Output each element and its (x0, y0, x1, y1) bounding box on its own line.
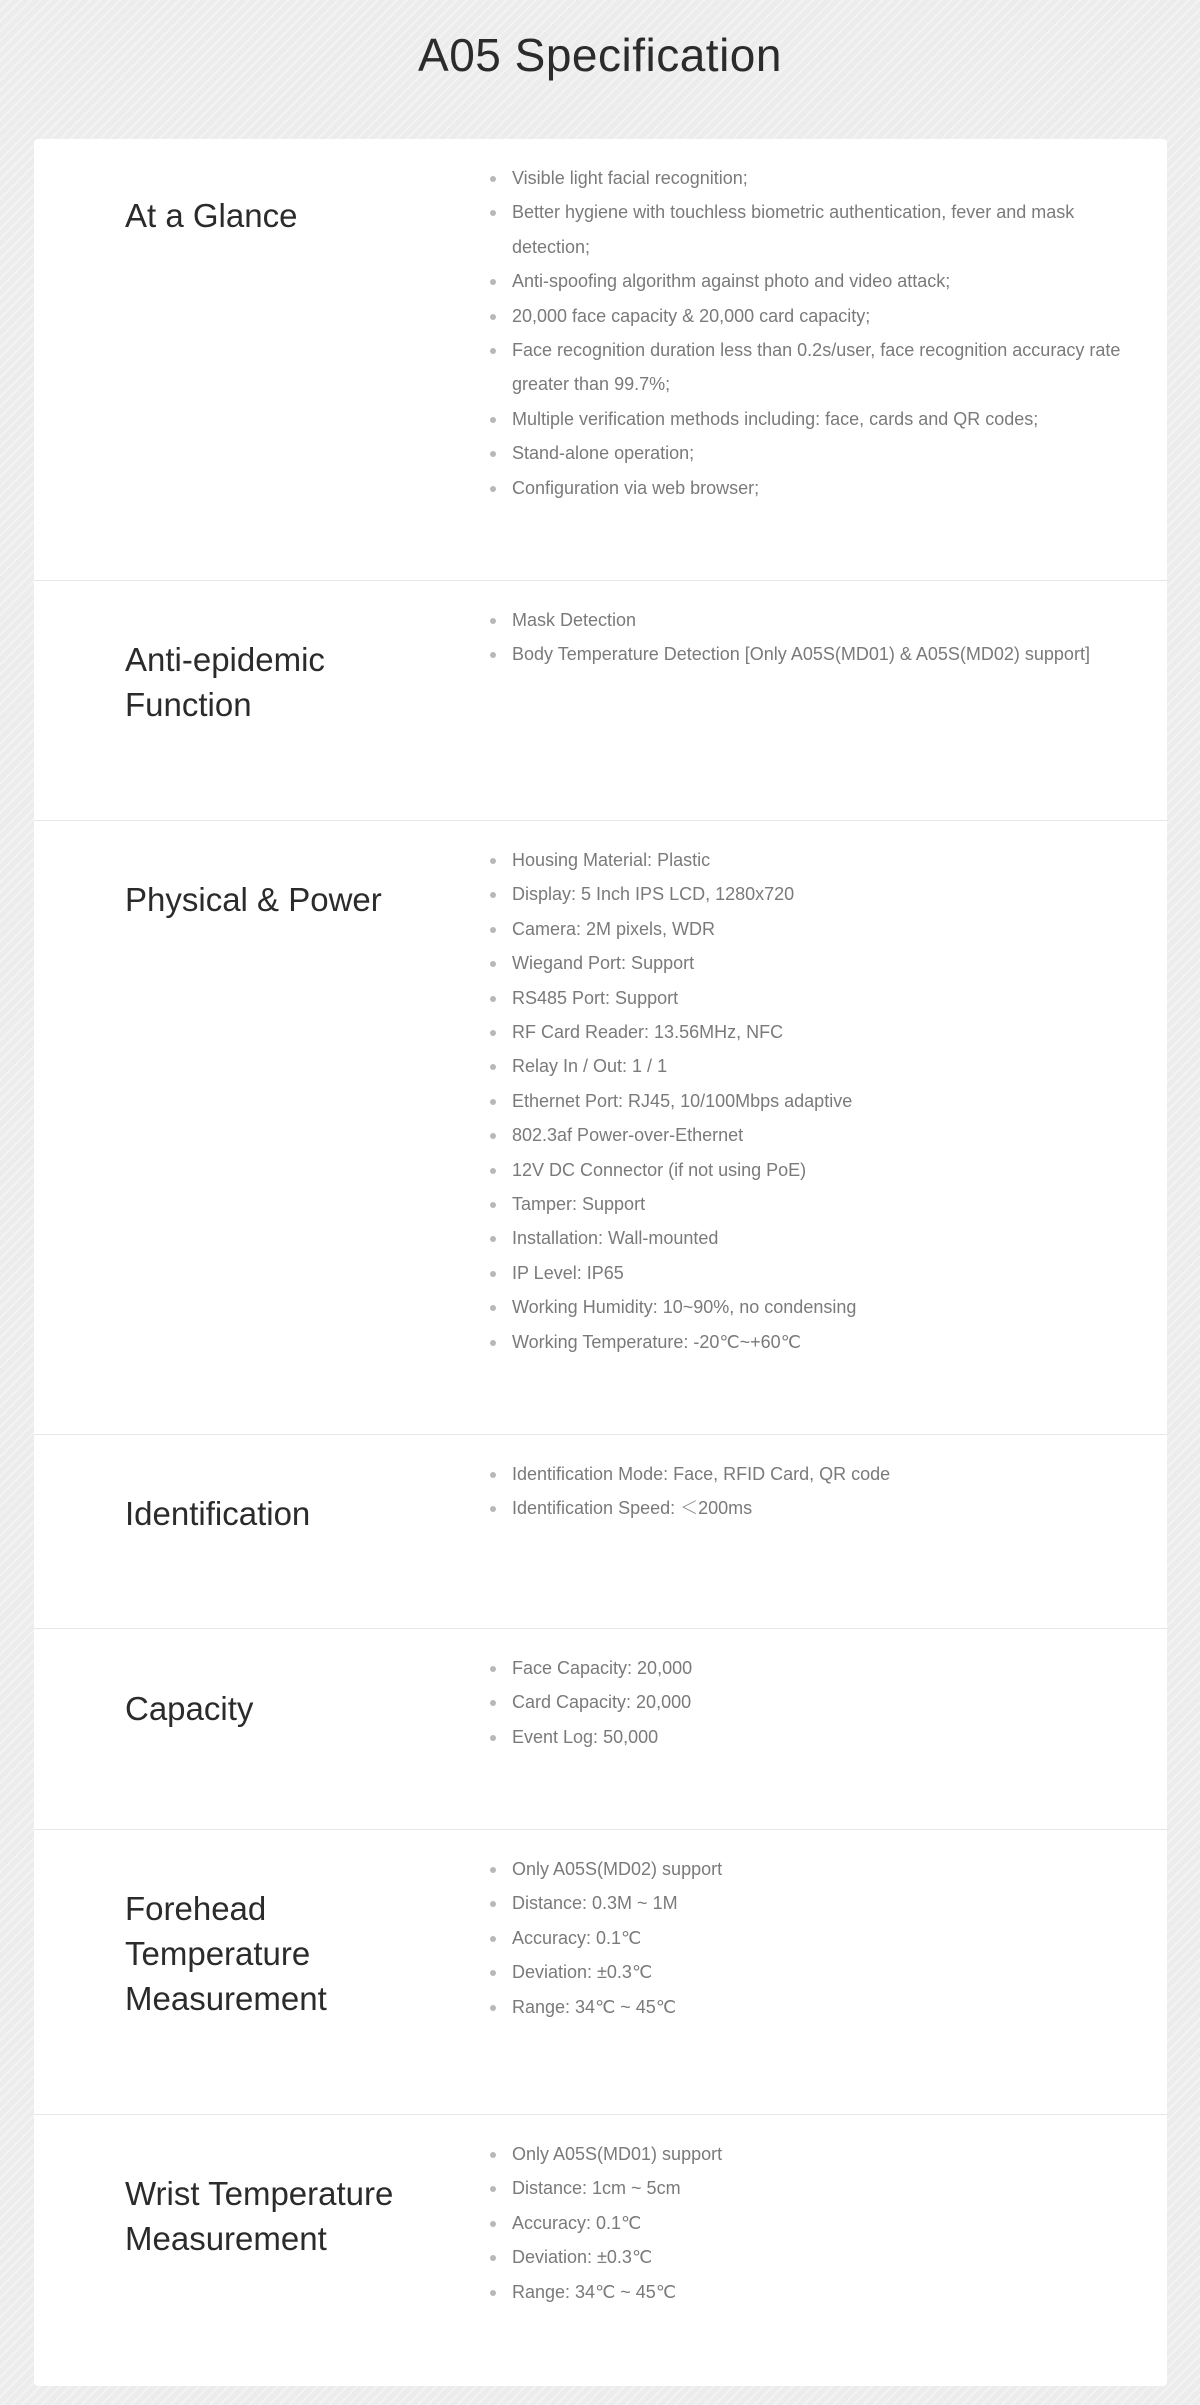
spec-item: Camera: 2M pixels, WDR (512, 912, 1142, 946)
section-title: Capacity (125, 1690, 254, 1727)
spec-item: Range: 34℃ ~ 45℃ (512, 1990, 1142, 2024)
section-at-a-glance (34, 139, 1167, 581)
spec-item: RS485 Port: Support (512, 981, 1142, 1015)
spec-item: Tamper: Support (512, 1187, 1142, 1221)
spec-item: IP Level: IP65 (512, 1256, 1142, 1290)
spec-list (474, 1852, 1142, 2024)
spec-item: Range: 34℃ ~ 45℃ (512, 2275, 1142, 2309)
spec-item: Face Capacity: 20,000 (512, 1651, 1142, 1685)
section-title: Identification (125, 1495, 311, 1532)
section-forehead-temperature (34, 1830, 1167, 2115)
spec-item: Distance: 0.3M ~ 1M (512, 1886, 1142, 1920)
spec-item: 12V DC Connector (if not using PoE) (512, 1153, 1142, 1187)
spec-item: Display: 5 Inch IPS LCD, 1280x720 (512, 877, 1142, 911)
spec-item: Working Humidity: 10~90%, no condensing (512, 1290, 1142, 1324)
spec-item: RF Card Reader: 13.56MHz, NFC (512, 1015, 1142, 1049)
section-identification (34, 1435, 1167, 1629)
spec-item: Installation: Wall-mounted (512, 1221, 1142, 1255)
spec-item: Deviation: ±0.3℃ (512, 1955, 1142, 1989)
spec-item: Body Temperature Detection [Only A05S(MD01) & A05S(MD02) support] (512, 637, 1142, 671)
spec-item: Card Capacity: 20,000 (512, 1685, 1142, 1719)
section-title: Wrist Temperature Measurement (125, 2175, 394, 2257)
section-capacity (34, 1629, 1167, 1830)
section-wrist-temperature (34, 2115, 1167, 2386)
section-title: Anti-epidemic Function (125, 641, 325, 723)
spec-item: Mask Detection (512, 603, 1142, 637)
spec-item: Deviation: ±0.3℃ (512, 2240, 1142, 2274)
spec-item: Stand-alone operation; (512, 436, 1142, 470)
section-title: Forehead Temperature Measurement (125, 1890, 327, 2017)
spec-item: Event Log: 50,000 (512, 1720, 1142, 1754)
section-physical-and-power (34, 821, 1167, 1435)
spec-item: Accuracy: 0.1℃ (512, 1921, 1142, 1955)
spec-item: Working Temperature: -20℃~+60℃ (512, 1325, 1142, 1359)
spec-item: 802.3af Power-over-Ethernet (512, 1118, 1142, 1152)
spec-item: Wiegand Port: Support (512, 946, 1142, 980)
spec-list (474, 1651, 1142, 1754)
page-title: A05 Specification (418, 29, 782, 81)
spec-item: Distance: 1cm ~ 5cm (512, 2171, 1142, 2205)
spec-item: Relay In / Out: 1 / 1 (512, 1049, 1142, 1083)
spec-item: Configuration via web browser; (512, 471, 1142, 505)
spec-item: Better hygiene with touchless biometric authentication, fever and mask detection; (512, 195, 1142, 264)
spec-item: 20,000 face capacity & 20,000 card capacity; (512, 299, 1142, 333)
spec-item: Anti-spoofing algorithm against photo and video attack; (512, 264, 1142, 298)
spec-list (474, 161, 1142, 505)
spec-list (474, 2137, 1142, 2309)
section-title: Physical & Power (125, 881, 382, 918)
spec-item: Housing Material: Plastic (512, 843, 1142, 877)
spec-item: Only A05S(MD02) support (512, 1852, 1142, 1886)
spec-item: Identification Mode: Face, RFID Card, QR code (512, 1457, 1142, 1491)
spec-item: Multiple verification methods including: face, cards and QR codes; (512, 402, 1142, 436)
spec-list (474, 843, 1142, 1359)
spec-item: Accuracy: 0.1℃ (512, 2206, 1142, 2240)
spec-item: Visible light facial recognition; (512, 161, 1142, 195)
spec-item: Ethernet Port: RJ45, 10/100Mbps adaptive (512, 1084, 1142, 1118)
section-anti-epidemic-function (34, 581, 1167, 821)
spec-item: Face recognition duration less than 0.2s/user, face recognition accuracy rate greater than 99.7%; (512, 333, 1142, 402)
spec-list (474, 1457, 1142, 1526)
spec-list (474, 603, 1142, 672)
spec-item: Identification Speed: ＜200ms (512, 1491, 1142, 1525)
spec-item: Only A05S(MD01) support (512, 2137, 1142, 2171)
section-title: At a Glance (125, 197, 298, 234)
